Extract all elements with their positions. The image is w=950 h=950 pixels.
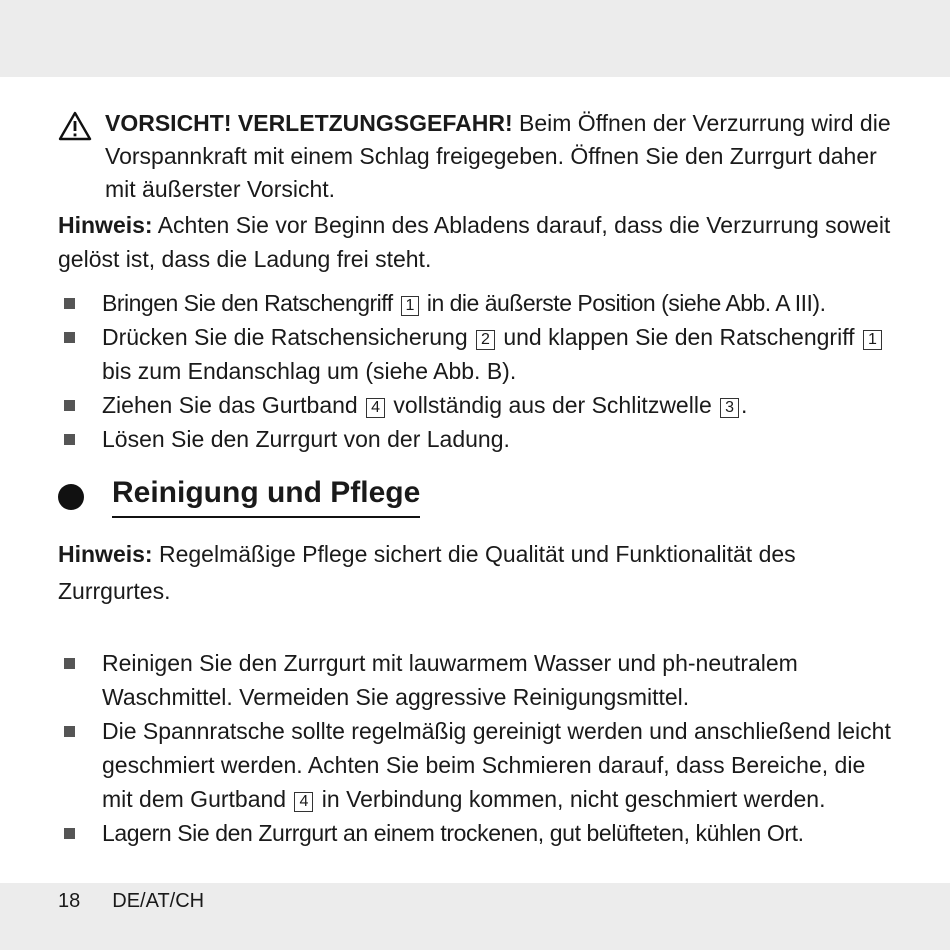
- part-number-ref: 1: [863, 330, 882, 350]
- bullet-square-icon: [64, 434, 75, 445]
- hint-label: Hinweis:: [58, 541, 153, 567]
- bullet-square-icon: [64, 828, 75, 839]
- part-number-ref: 4: [294, 792, 313, 812]
- list-item: [58, 422, 898, 456]
- bullet-square-icon: [64, 332, 75, 343]
- region-label: DE/AT/CH: [112, 890, 205, 912]
- section-bullet-icon: [58, 484, 84, 510]
- item-text: Lagern Sie den Zurrgurt an einem trockenen, gut belüfteten, kühlen Ort.: [102, 820, 804, 846]
- item-text: Drücken Sie die Ratschensicherung: [102, 324, 468, 350]
- list-item: [58, 714, 898, 816]
- list-item: [58, 320, 898, 388]
- hint-text: Achten Sie vor Beginn des Abladens darauf, dass die Verzurrung soweit gelöst ist, dass die Ladung frei steht.: [58, 212, 891, 272]
- item-text: vollständig aus der Schlitzwelle: [393, 392, 712, 418]
- section-header: [58, 474, 898, 522]
- hint-text: Regelmäßige Pflege sichert die Qualität und Funktionalität des Zurrgurtes.: [58, 541, 796, 604]
- item-text: Lösen Sie den Zurrgurt von der Ladung.: [102, 426, 510, 452]
- page-footer: [58, 888, 236, 914]
- part-number-ref: 4: [366, 398, 385, 418]
- care-steps: [58, 646, 898, 850]
- item-text: in die äußerste Position (siehe Abb. A III).: [426, 290, 826, 316]
- unloading-steps: [58, 286, 898, 456]
- list-item: [58, 286, 898, 320]
- bullet-square-icon: [64, 658, 75, 669]
- list-item: [58, 816, 898, 850]
- page: [0, 77, 950, 883]
- list-item: [58, 388, 898, 422]
- bullet-square-icon: [64, 726, 75, 737]
- item-text: in Verbindung kommen, nicht geschmiert werden.: [321, 786, 826, 812]
- bullet-square-icon: [64, 400, 75, 411]
- item-text: bis zum Endanschlag um (siehe Abb. B).: [102, 358, 517, 384]
- bullet-square-icon: [64, 298, 75, 309]
- item-text: Die Spannratsche sollte regelmäßig gereinigt werden und anschließend leicht geschmiert werden. Achten Sie beim Schmieren darauf, dass Bereiche, die mit dem Gurtband: [102, 718, 891, 812]
- content: [58, 107, 898, 850]
- warning-title: VORSICHT! VERLETZUNGSGEFAHR!: [105, 110, 513, 136]
- hint-paragraph: [58, 536, 898, 610]
- part-number-ref: 1: [401, 296, 419, 316]
- part-number-ref: 2: [476, 330, 495, 350]
- hint-label: Hinweis:: [58, 212, 153, 238]
- hint-paragraph: [58, 208, 898, 276]
- item-text: Reinigen Sie den Zurrgurt mit lauwarmem Wasser und ph-neutralem Waschmittel. Vermeiden Sie aggressive Reinigungsmittel.: [102, 650, 798, 710]
- item-text: Bringen Sie den Ratschengriff: [102, 290, 393, 316]
- part-number-ref: 3: [720, 398, 739, 418]
- page-number: 18: [58, 890, 81, 912]
- item-text: .: [741, 392, 748, 418]
- list-item: [58, 646, 898, 714]
- item-text: und klappen Sie den Ratschengriff: [503, 324, 855, 350]
- section-title: Reinigung und Pflege: [112, 474, 420, 518]
- item-text: Ziehen Sie das Gurtband: [102, 392, 358, 418]
- warning-triangle-icon: [58, 111, 92, 141]
- warning-text: Beim Öffnen der Verzurrung wird die Vorspannkraft mit einem Schlag freigegeben. Öffnen Sie den Zurrgurt daher mit äußerster Vorsicht.: [105, 110, 891, 202]
- warning-block: [58, 107, 898, 206]
